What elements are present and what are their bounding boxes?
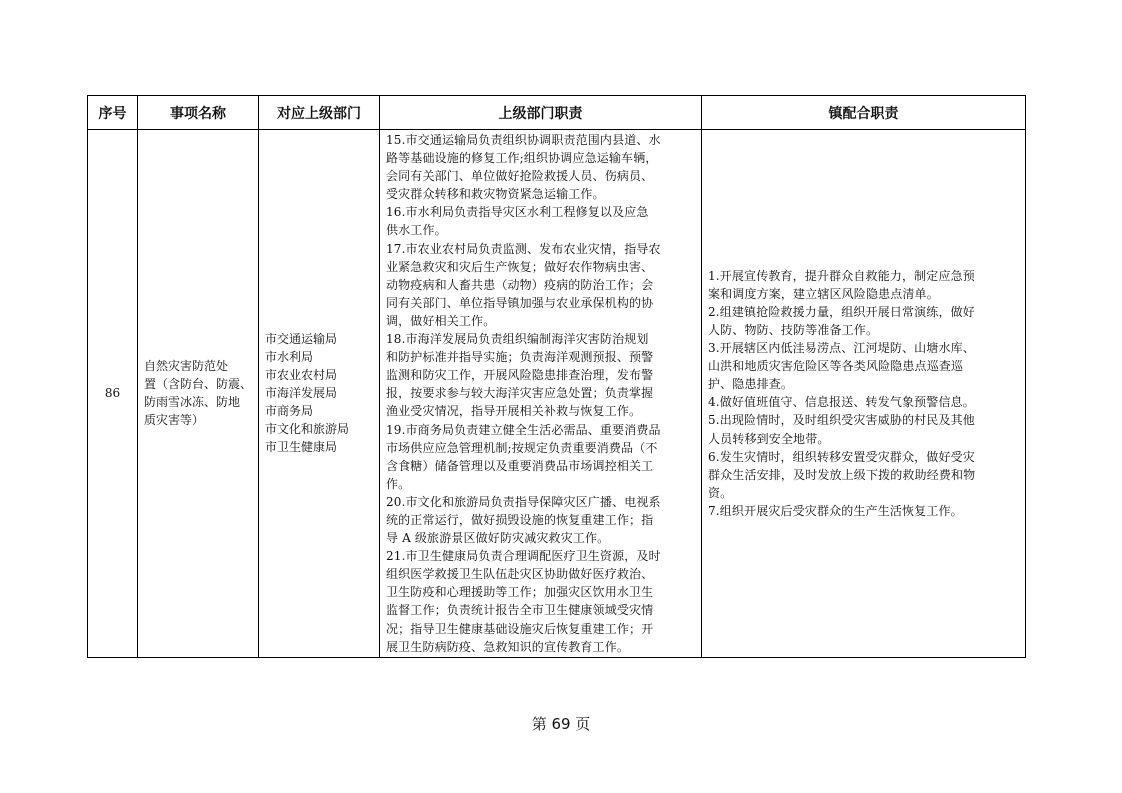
town-duty-line: 7.组织开展灾后受灾群众的生产生活恢复工作。	[708, 503, 963, 518]
superior-duty-line: 卫生防疫和心理援助等工作；加强灾区饮用水卫生	[386, 585, 654, 600]
superior-duty-line: 作。	[386, 476, 411, 491]
town-duty-line: 山洪和地质灾害危险区等各类风险隐患点巡查巡	[708, 359, 964, 374]
town-duty-line: 资。	[708, 485, 733, 500]
item-name-line: 置（含防台、防震、	[144, 377, 253, 392]
item-name-line: 自然灾害防范处	[144, 359, 229, 374]
town-duty-cell	[702, 130, 1026, 658]
superior-duty-line: 会同有关部门、单位做好抢险救援人员、伤病员、	[386, 169, 654, 184]
header-superior-duty: 上级部门职责	[380, 96, 702, 130]
superior-duty-line: 19.市商务局负责建立健全生活必需品、重要消费品	[386, 422, 661, 437]
town-duty-line: 6.发生灾情时，组织转移安置受灾群众，做好受灾	[708, 449, 975, 464]
superior-duty-line: 16.市水利局负责指导灾区水利工程修复以及应急	[386, 205, 649, 220]
table-header-row	[88, 96, 1026, 130]
superior-duty-line: 业紧急救灾和灾后生产恢复；做好农作物病虫害、	[386, 259, 654, 274]
superior-duty-line: 报，按要求参与较大海洋灾害应急处置；负责掌握	[386, 386, 654, 401]
superior-duty-line: 供水工作。	[386, 223, 447, 238]
town-duty-line: 护、隐患排查。	[708, 377, 794, 392]
department-item: 市水利局	[265, 350, 314, 365]
department-item: 市海洋发展局	[265, 386, 338, 401]
superior-duty-line: 20.市文化和旅游局负责指导保障灾区广播、电视系	[386, 494, 661, 509]
town-duty-line: 人防、物防、技防等准备工作。	[708, 322, 879, 337]
town-duty-line: 3.开展辖区内低洼易涝点、江河堤防、山塘水库、	[708, 341, 975, 356]
superior-duty-line: 含食糖）储备管理以及重要消费品市场调控相关工	[386, 458, 654, 473]
superior-duty-line: 渔业受灾情况，指导开展相关补救与恢复工作。	[386, 404, 642, 419]
page-number: 第 69 页	[531, 715, 591, 733]
row-number: 86	[88, 130, 138, 658]
superior-duty-line: 路等基础设施的修复工作;组织协调应急运输车辆，	[386, 151, 658, 166]
department-item: 市商务局	[265, 404, 314, 419]
town-duty-line: 1.开展宣传教育，提升群众自救能力，制定应急预	[708, 268, 975, 283]
superior-duty-line: 况；指导卫生健康基础设施灾后恢复重建工作；开	[386, 621, 654, 636]
superior-duty-line: 监测和防灾工作，开展风险隐患排查治理，发布警	[386, 368, 654, 383]
item-name-cell	[138, 130, 259, 658]
superior-duty-line: 动物疫病和人畜共患（动物）疫病的防治工作；会	[386, 277, 654, 292]
superior-duty-line: 同有关部门、单位指导镇加强与农业承保机构的协	[386, 295, 654, 310]
header-item-name: 事项名称	[138, 96, 259, 130]
superior-duty-line: 和防护标准并指导实施；负责海洋观测预报、预警	[386, 350, 654, 365]
department-item: 市卫生健康局	[265, 440, 338, 455]
superior-duty-line: 市场供应应急管理机制;按规定负责重要消费品（不	[386, 440, 658, 455]
superior-duty-line: 导 A 级旅游景区做好防灾减灾救灾工作。	[386, 531, 610, 546]
superior-duty-line: 调，做好相关工作。	[386, 313, 496, 328]
town-duty-line: 4.做好值班值守、信息报送、转发气象预警信息。	[708, 395, 975, 410]
header-superior-department: 对应上级部门	[259, 96, 380, 130]
superior-duty-line: 18.市海洋发展局负责组织编制海洋灾害防治规划	[386, 332, 649, 347]
department-item: 市交通运输局	[265, 332, 338, 347]
superior-duty-line: 受灾群众转移和救灾物资紧急运输工作。	[386, 187, 605, 202]
superior-duty-cell	[380, 130, 702, 658]
item-name-line: 质灾害等）	[144, 413, 205, 428]
header-town-duty: 镇配合职责	[702, 96, 1026, 130]
superior-duty-line: 监督工作；负责统计报告全市卫生健康领域受灾情	[386, 603, 654, 618]
department-cell	[259, 130, 380, 658]
header-number: 序号	[88, 96, 138, 130]
town-duty-line: 2.组建镇抢险救援力量，组织开展日常演练，做好	[708, 304, 975, 319]
town-duty-line: 5.出现险情时，及时组织受灾害威胁的村民及其他	[708, 413, 975, 428]
item-name-line: 防雨雪冰冻、防地	[144, 395, 241, 410]
superior-duty-line: 展卫生防病防疫、急救知识的宣传教育工作。	[386, 639, 630, 654]
superior-duty-line: 15.市交通运输局负责组织协调职责范围内县道、水	[386, 133, 661, 147]
town-duty-line: 人员转移到安全地带。	[708, 431, 830, 446]
superior-duty-line: 组织医学救援卫生队伍赴灾区协助做好医疗救治、	[386, 567, 654, 582]
department-item: 市农业农村局	[265, 368, 338, 383]
table-row	[88, 130, 1026, 658]
town-duty-line: 群众生活安排，及时发放上级下拨的救助经费和物	[708, 467, 976, 482]
superior-duty-line: 21.市卫生健康局负责合理调配医疗卫生资源，及时	[386, 549, 661, 564]
superior-duty-line: 17.市农业农村局负责监测、发布农业灾情，指导农	[386, 241, 661, 256]
superior-duty-line: 统的正常运行，做好损毁设施的恢复重建工作；指	[386, 512, 654, 527]
department-item: 市文化和旅游局	[265, 422, 350, 437]
duty-table	[87, 95, 1026, 658]
town-duty-line: 案和调度方案，建立辖区风险隐患点清单。	[708, 286, 939, 301]
